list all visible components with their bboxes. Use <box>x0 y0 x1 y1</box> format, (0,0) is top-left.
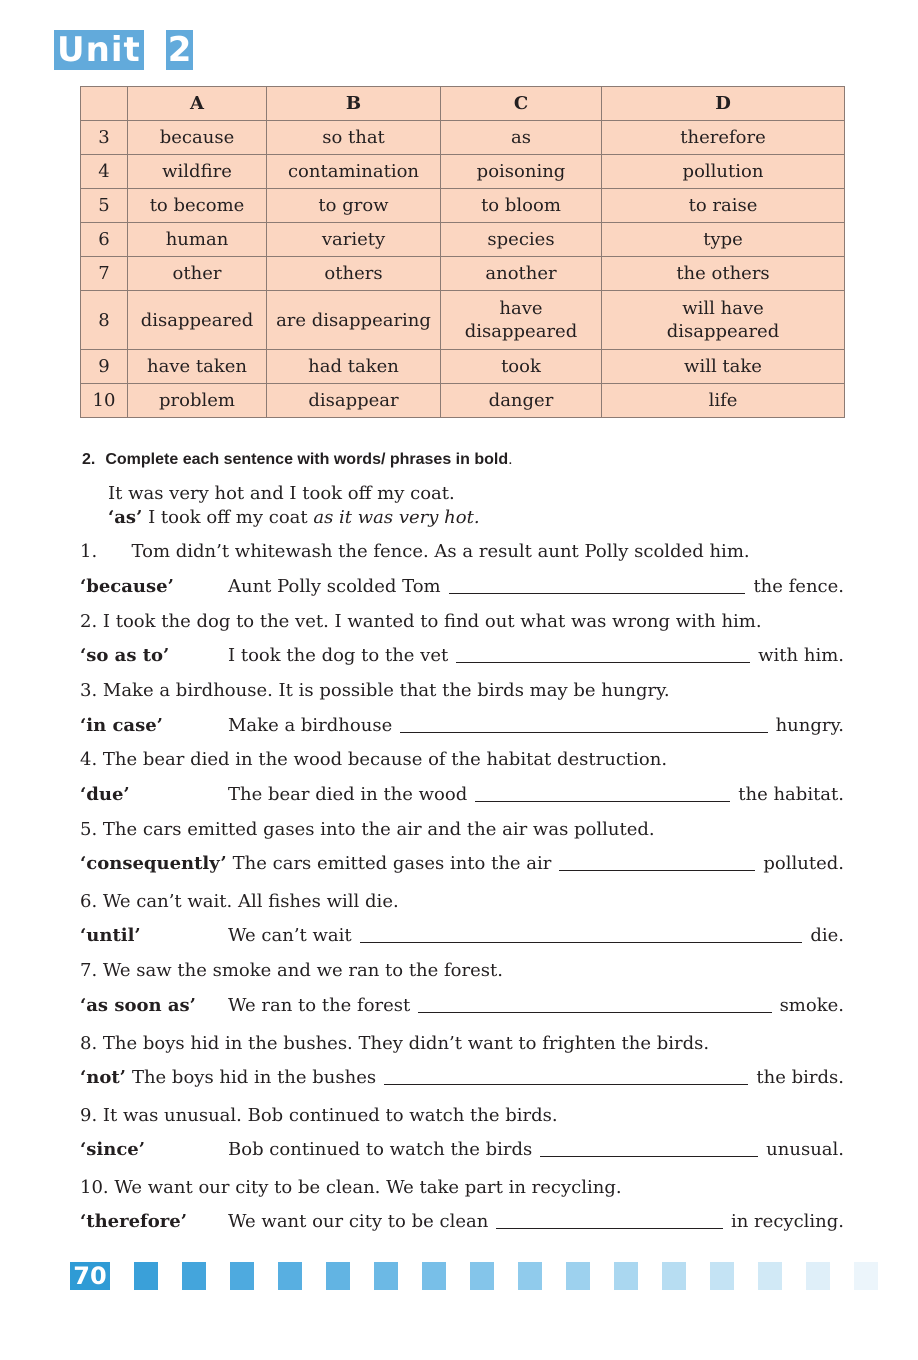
answer-prefix: The cars emitted gases into the air <box>232 853 552 874</box>
footer-square <box>614 1262 638 1290</box>
answer-line <box>80 852 844 876</box>
footer-square <box>518 1262 542 1290</box>
row-number: 3 <box>81 121 128 155</box>
answer-suffix: unusual. <box>766 1139 844 1160</box>
answer-blank[interactable] <box>559 854 755 871</box>
row-number: 8 <box>81 291 128 350</box>
question-sentence: 5. The cars emitted gases into the air and the air was polluted. <box>80 819 655 840</box>
answer-suffix: in recycling. <box>730 1211 844 1232</box>
row-number: 6 <box>81 223 128 257</box>
footer-square <box>182 1262 206 1290</box>
exercise-instructions: Complete each sentence with words/ phrases in bold <box>105 451 509 468</box>
table-header-cell: B <box>267 87 441 121</box>
option-b: so that <box>267 121 441 155</box>
option-b: had taken <box>267 350 441 384</box>
table-header-row <box>81 87 845 121</box>
answer-suffix: hungry. <box>775 715 844 736</box>
answer-line <box>80 783 844 807</box>
footer-square <box>230 1262 254 1290</box>
answer-line <box>80 1138 844 1162</box>
table-header-cell: D <box>602 87 845 121</box>
table-header-cell: A <box>128 87 267 121</box>
answer-prefix: The boys hid in the bushes <box>131 1067 377 1088</box>
footer-square <box>566 1262 590 1290</box>
table-row <box>81 189 845 223</box>
question-sentence: 6. We can’t wait. All fishes will die. <box>80 891 399 912</box>
answer-line <box>80 1066 844 1090</box>
option-c: took <box>441 350 602 384</box>
question-sentence: 7. We saw the smoke and we ran to the forest. <box>80 960 503 981</box>
unit-label: Unit <box>54 30 144 70</box>
answer-line <box>80 1210 844 1234</box>
option-d-line2: disappeared <box>666 321 780 342</box>
option-a: disappeared <box>128 291 267 350</box>
answer-suffix: polluted. <box>763 853 844 874</box>
answer-prefix: We can’t wait <box>228 925 352 946</box>
footer-square <box>134 1262 158 1290</box>
option-a: to become <box>128 189 267 223</box>
option-a: other <box>128 257 267 291</box>
keyword: ‘consequently’ <box>80 853 227 874</box>
example-answer <box>108 506 480 530</box>
keyword: ‘because’ <box>80 576 174 597</box>
option-d: therefore <box>602 121 845 155</box>
option-d: pollution <box>602 155 845 189</box>
page-number: 70 <box>70 1262 110 1290</box>
row-number: 5 <box>81 189 128 223</box>
answer-line <box>80 714 844 738</box>
table-row <box>81 384 845 418</box>
question-sentence: 1. Tom didn’t whitewash the fence. As a result aunt Polly scolded him. <box>80 541 750 562</box>
example-answer-italic: as it was very hot. <box>313 507 480 528</box>
question-sentence: 9. It was unusual. Bob continued to watch the birds. <box>80 1105 558 1126</box>
exercise-number: 2. <box>82 451 96 468</box>
question-sentence: 10. We want our city to be clean. We take part in recycling. <box>80 1177 622 1198</box>
question-sentence: 3. Make a birdhouse. It is possible that the birds may be hungry. <box>80 680 670 701</box>
answer-line <box>80 924 844 948</box>
example-answer-text: I took off my coat <box>142 507 314 528</box>
option-c-line1: have <box>499 298 543 319</box>
example-keyword: ‘as’ <box>108 507 143 528</box>
answer-prefix: We want our city to be clean <box>228 1211 489 1232</box>
option-b: contamination <box>267 155 441 189</box>
answer-blank[interactable] <box>449 577 746 594</box>
answer-prefix: We ran to the forest <box>228 995 411 1016</box>
option-b: disappear <box>267 384 441 418</box>
answer-blank[interactable] <box>456 646 750 663</box>
keyword: ‘in case’ <box>80 715 163 736</box>
answer-blank[interactable] <box>400 716 767 733</box>
option-d-line1: will have <box>682 298 764 319</box>
option-c: as <box>441 121 602 155</box>
footer-square <box>758 1262 782 1290</box>
exercise-title-period: . <box>508 451 513 468</box>
option-b: variety <box>267 223 441 257</box>
answer-suffix: the habitat. <box>738 784 844 805</box>
exercise-title <box>82 451 513 469</box>
row-number: 7 <box>81 257 128 291</box>
option-c: another <box>441 257 602 291</box>
table-row <box>81 257 845 291</box>
option-a: have taken <box>128 350 267 384</box>
answer-prefix: Make a birdhouse <box>228 715 393 736</box>
keyword: ‘until’ <box>80 925 141 946</box>
answer-suffix: smoke. <box>779 995 844 1016</box>
keyword: ‘since’ <box>80 1139 146 1160</box>
unit-number: 2 <box>167 30 192 70</box>
answer-blank[interactable] <box>475 785 730 802</box>
example-sentence: It was very hot and I took off my coat. <box>108 483 455 504</box>
option-d <box>602 291 845 350</box>
answer-line <box>80 575 844 599</box>
option-a: human <box>128 223 267 257</box>
table-row <box>81 121 845 155</box>
option-c: to bloom <box>441 189 602 223</box>
footer-square <box>470 1262 494 1290</box>
question-sentence: 2. I took the dog to the vet. I wanted to find out what was wrong with him. <box>80 611 762 632</box>
option-d: will take <box>602 350 845 384</box>
answer-prefix: The bear died in the wood <box>228 784 468 805</box>
answer-suffix: the fence. <box>753 576 844 597</box>
option-b: others <box>267 257 441 291</box>
option-a: problem <box>128 384 267 418</box>
answer-suffix: with him. <box>758 645 844 666</box>
table-header-cell <box>81 87 128 121</box>
footer-square <box>278 1262 302 1290</box>
answer-blank[interactable] <box>418 996 771 1013</box>
table-row <box>81 155 845 189</box>
example-block <box>108 482 480 530</box>
option-a: because <box>128 121 267 155</box>
option-c <box>441 291 602 350</box>
answer-blank[interactable] <box>384 1068 748 1085</box>
footer-square <box>710 1262 734 1290</box>
answer-blank[interactable] <box>540 1140 758 1157</box>
answer-prefix: Aunt Polly scolded Tom <box>228 576 441 597</box>
keyword: ‘due’ <box>80 784 130 805</box>
footer-square <box>422 1262 446 1290</box>
footer-decoration <box>110 1262 878 1290</box>
answer-prefix: Bob continued to watch the birds <box>228 1139 533 1160</box>
answer-line <box>80 644 844 668</box>
footer-square <box>374 1262 398 1290</box>
option-d: type <box>602 223 845 257</box>
option-d: life <box>602 384 845 418</box>
question-sentence: 4. The bear died in the wood because of the habitat destruction. <box>80 749 668 770</box>
option-b: are disappearing <box>267 291 441 350</box>
answer-blank[interactable] <box>496 1212 723 1229</box>
footer-square <box>806 1262 830 1290</box>
table-row <box>81 291 845 350</box>
keyword: ‘not’ <box>80 1067 126 1088</box>
option-b: to grow <box>267 189 441 223</box>
footer-square <box>326 1262 350 1290</box>
table-header-cell: C <box>441 87 602 121</box>
answer-options-table <box>80 86 845 418</box>
keyword: ‘as soon as’ <box>80 995 196 1016</box>
keyword: ‘so as to’ <box>80 645 170 666</box>
footer-square <box>662 1262 686 1290</box>
option-c-line2: disappeared <box>464 321 578 342</box>
table-row <box>81 223 845 257</box>
answer-blank[interactable] <box>360 926 803 943</box>
footer-square <box>854 1262 878 1290</box>
answer-prefix: I took the dog to the vet <box>228 645 449 666</box>
option-c: poisoning <box>441 155 602 189</box>
question-sentence: 8. The boys hid in the bushes. They didn’t want to frighten the birds. <box>80 1033 710 1054</box>
row-number: 10 <box>81 384 128 418</box>
table-row <box>81 350 845 384</box>
answer-suffix: the birds. <box>756 1067 844 1088</box>
page-footer <box>70 1262 878 1290</box>
row-number: 9 <box>81 350 128 384</box>
option-c: species <box>441 223 602 257</box>
option-d: the others <box>602 257 845 291</box>
option-d: to raise <box>602 189 845 223</box>
keyword: ‘therefore’ <box>80 1211 188 1232</box>
unit-header <box>54 30 193 70</box>
option-c: danger <box>441 384 602 418</box>
option-a: wildfire <box>128 155 267 189</box>
answer-line <box>80 994 844 1018</box>
answer-suffix: die. <box>810 925 844 946</box>
row-number: 4 <box>81 155 128 189</box>
